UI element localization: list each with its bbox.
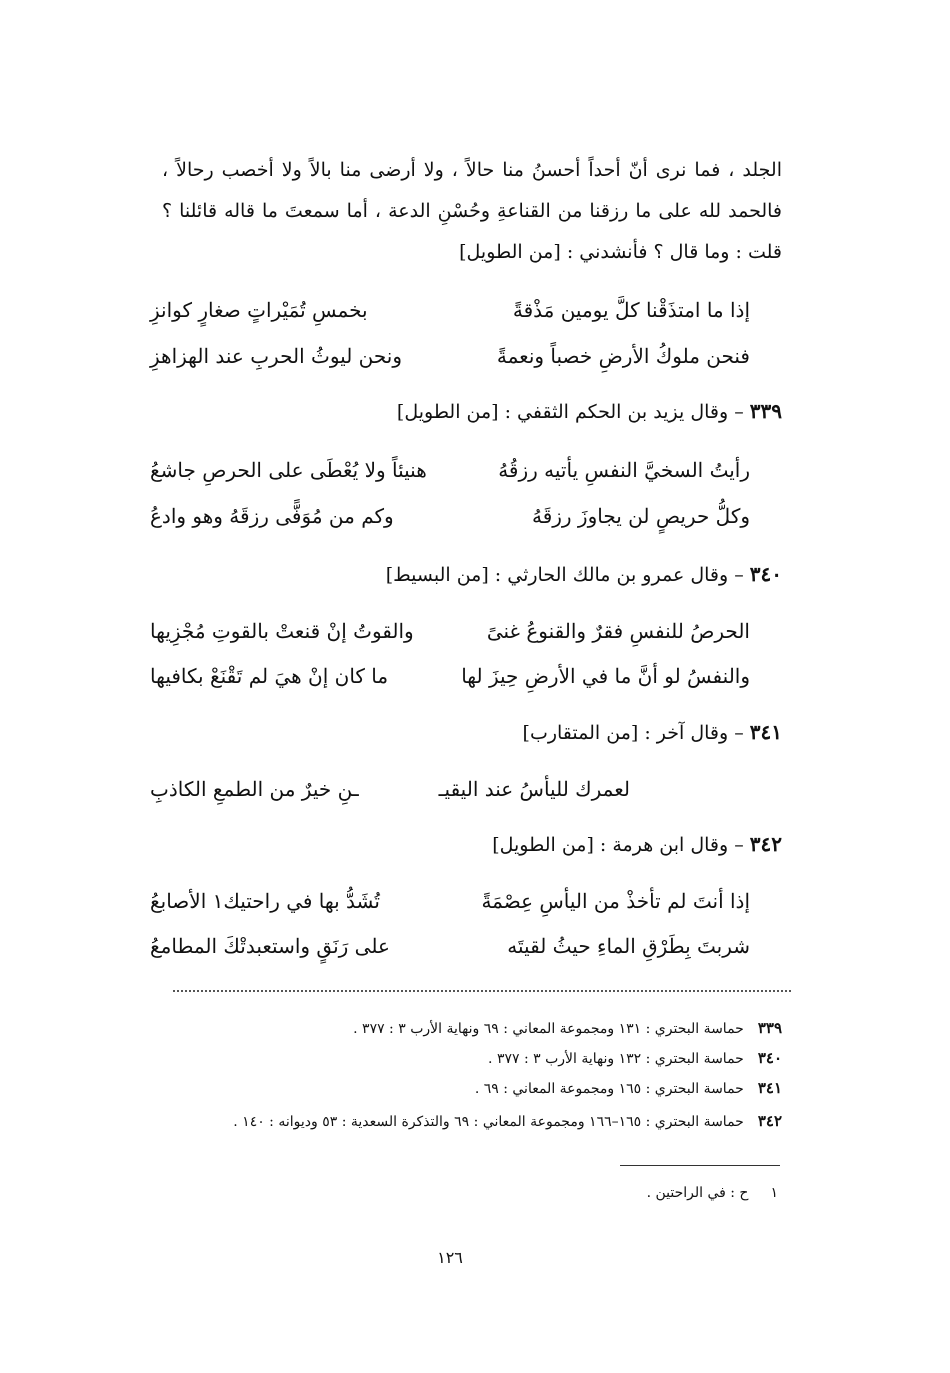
verse-339-1	[150, 452, 750, 488]
verse-intro-1	[150, 292, 750, 328]
section-number: ٣٤٢	[749, 832, 782, 856]
hemistich-first: شربتَ بِطَرْقِ الماءِ حيثُ لقيتَه	[507, 934, 750, 958]
section-number: ٣٤٠	[749, 562, 782, 586]
verse-intro-2	[150, 338, 750, 374]
hemistich-first: الحرصُ للنفسِ فقرٌ والقنوعُ غنىً	[486, 619, 750, 643]
footnote-text: ح : في الراحتين .	[646, 1185, 749, 1201]
section-heading-342	[162, 826, 782, 862]
page-number: ١٢٦	[437, 1248, 463, 1267]
verse-342-2	[150, 928, 750, 964]
source-text: حماسة البحتري : ١٣١ ومجموعة المعاني : ٦٩ ونهاية الأرب ٣ : ٣٧٧ .	[353, 1021, 744, 1037]
verse-340-2	[150, 658, 750, 694]
verse-342-1	[150, 883, 750, 919]
section-heading-340	[162, 556, 782, 592]
hemistich-first: إذا ما امتذَقْنا كلَّ يومين مَذْقةً	[512, 298, 750, 322]
hemistich-first: رأيتُ السخيَّ النفسِ يأتيه رزقُهُ	[498, 458, 750, 482]
dotted-separator	[173, 990, 791, 992]
hemistich-first: لعمرك لليأسُ عند اليقيـ	[438, 777, 630, 801]
footnote-number: ١	[770, 1185, 778, 1201]
verse-340-1	[150, 613, 750, 649]
source-text: حماسة البحتري : ١٦٥ ومجموعة المعاني : ٦٩ .	[474, 1081, 744, 1097]
hemistich-second: تُشَدُّ بها في راحتيك١ الأصابعُ	[150, 889, 380, 913]
hemistich-second: بخمسِ تُمَيْراتٍ صغارٍ كوانزِ	[150, 298, 368, 322]
hemistich-second: هنيئاً ولا يُعْطَى على الحرصِ جاشعُ	[150, 458, 427, 482]
section-number: ٣٣٩	[749, 399, 782, 423]
section-heading-text: – وقال ابن هرمة : [من الطويل]	[492, 834, 744, 856]
source-text: حماسة البحتري : ١٦٥–١٦٦ ومجموعة المعاني : ٦٩ والتذكرة السعدية : ٥٣ وديوانه : ١٤٠ .	[233, 1114, 744, 1130]
section-number: ٣٤١	[749, 720, 782, 744]
source-number: ٣٤١	[757, 1079, 782, 1097]
section-heading-339	[162, 393, 782, 429]
hemistich-first: وكلُّ حريصٍ لن يجاوزَ رزقَهُ	[531, 504, 750, 528]
source-number: ٣٤٠	[757, 1049, 782, 1067]
source-note-339	[102, 1015, 782, 1041]
section-heading-text: – وقال عمرو بن مالك الحارثي : [من البسيط]	[385, 564, 744, 586]
hemistich-second: ـنِ خيرٌ من الطمعِ الكاذبِ	[150, 777, 359, 801]
section-heading-341	[162, 714, 782, 750]
verse-341-1	[150, 771, 750, 807]
source-text: حماسة البحتري : ١٣٢ ونهاية الأرب ٣ : ٣٧٧ .	[488, 1051, 744, 1067]
section-heading-text: – وقال آخر : [من المتقارب]	[522, 722, 744, 744]
footnote	[478, 1180, 778, 1206]
intro-prose: الجلد ، فما نرى أنّ أحداً أحسنُ منا حالاً ، ولا أرضى منا بالاً ولا أخصب رحالاً ، فالحمد لله على ما رزقنا من القناعةِ وحُسْنِ الدعة ، أما سمعتَ ما قاله قائلنا ؟ قلت : وما قال ؟ فأنشدني : [من الطويل]	[162, 159, 782, 263]
footnote-rule	[620, 1165, 780, 1166]
hemistich-second: والقوتُ إنْ قنعتْ بالقوتِ مُجْزِيها	[150, 619, 414, 643]
hemistich-first: إذا أنتَ لم تأخذْ من اليأسِ عِصْمَةً	[481, 889, 750, 913]
source-number: ٣٣٩	[757, 1019, 782, 1037]
hemistich-first: فنحن ملوكُ الأرضِ خصباً ونعمةً	[496, 344, 750, 368]
source-note-342	[102, 1108, 782, 1134]
section-heading-text: – وقال يزيد بن الحكم الثقفي : [من الطويل]	[396, 401, 744, 423]
hemistich-first: والنفسُ لو أنَّ ما في الأرضِ حِيزَ لها	[461, 664, 750, 688]
hemistich-second: ما كان إنْ هيَ لم تَقْنَعْ بكافيها	[150, 664, 389, 688]
source-note-340	[102, 1045, 782, 1071]
source-note-341	[102, 1075, 782, 1101]
verse-339-2	[150, 498, 750, 534]
hemistich-second: ونحن ليوثُ الحربِ عند الهزاهزِ	[150, 344, 403, 368]
hemistich-second: على رَنَقٍ واستعبدتْكَ المطامعُ	[150, 934, 390, 958]
hemistich-second: وكم من مُوَفًّى رزقَهُ وهو وادعُ	[150, 504, 394, 528]
source-number: ٣٤٢	[757, 1112, 782, 1130]
